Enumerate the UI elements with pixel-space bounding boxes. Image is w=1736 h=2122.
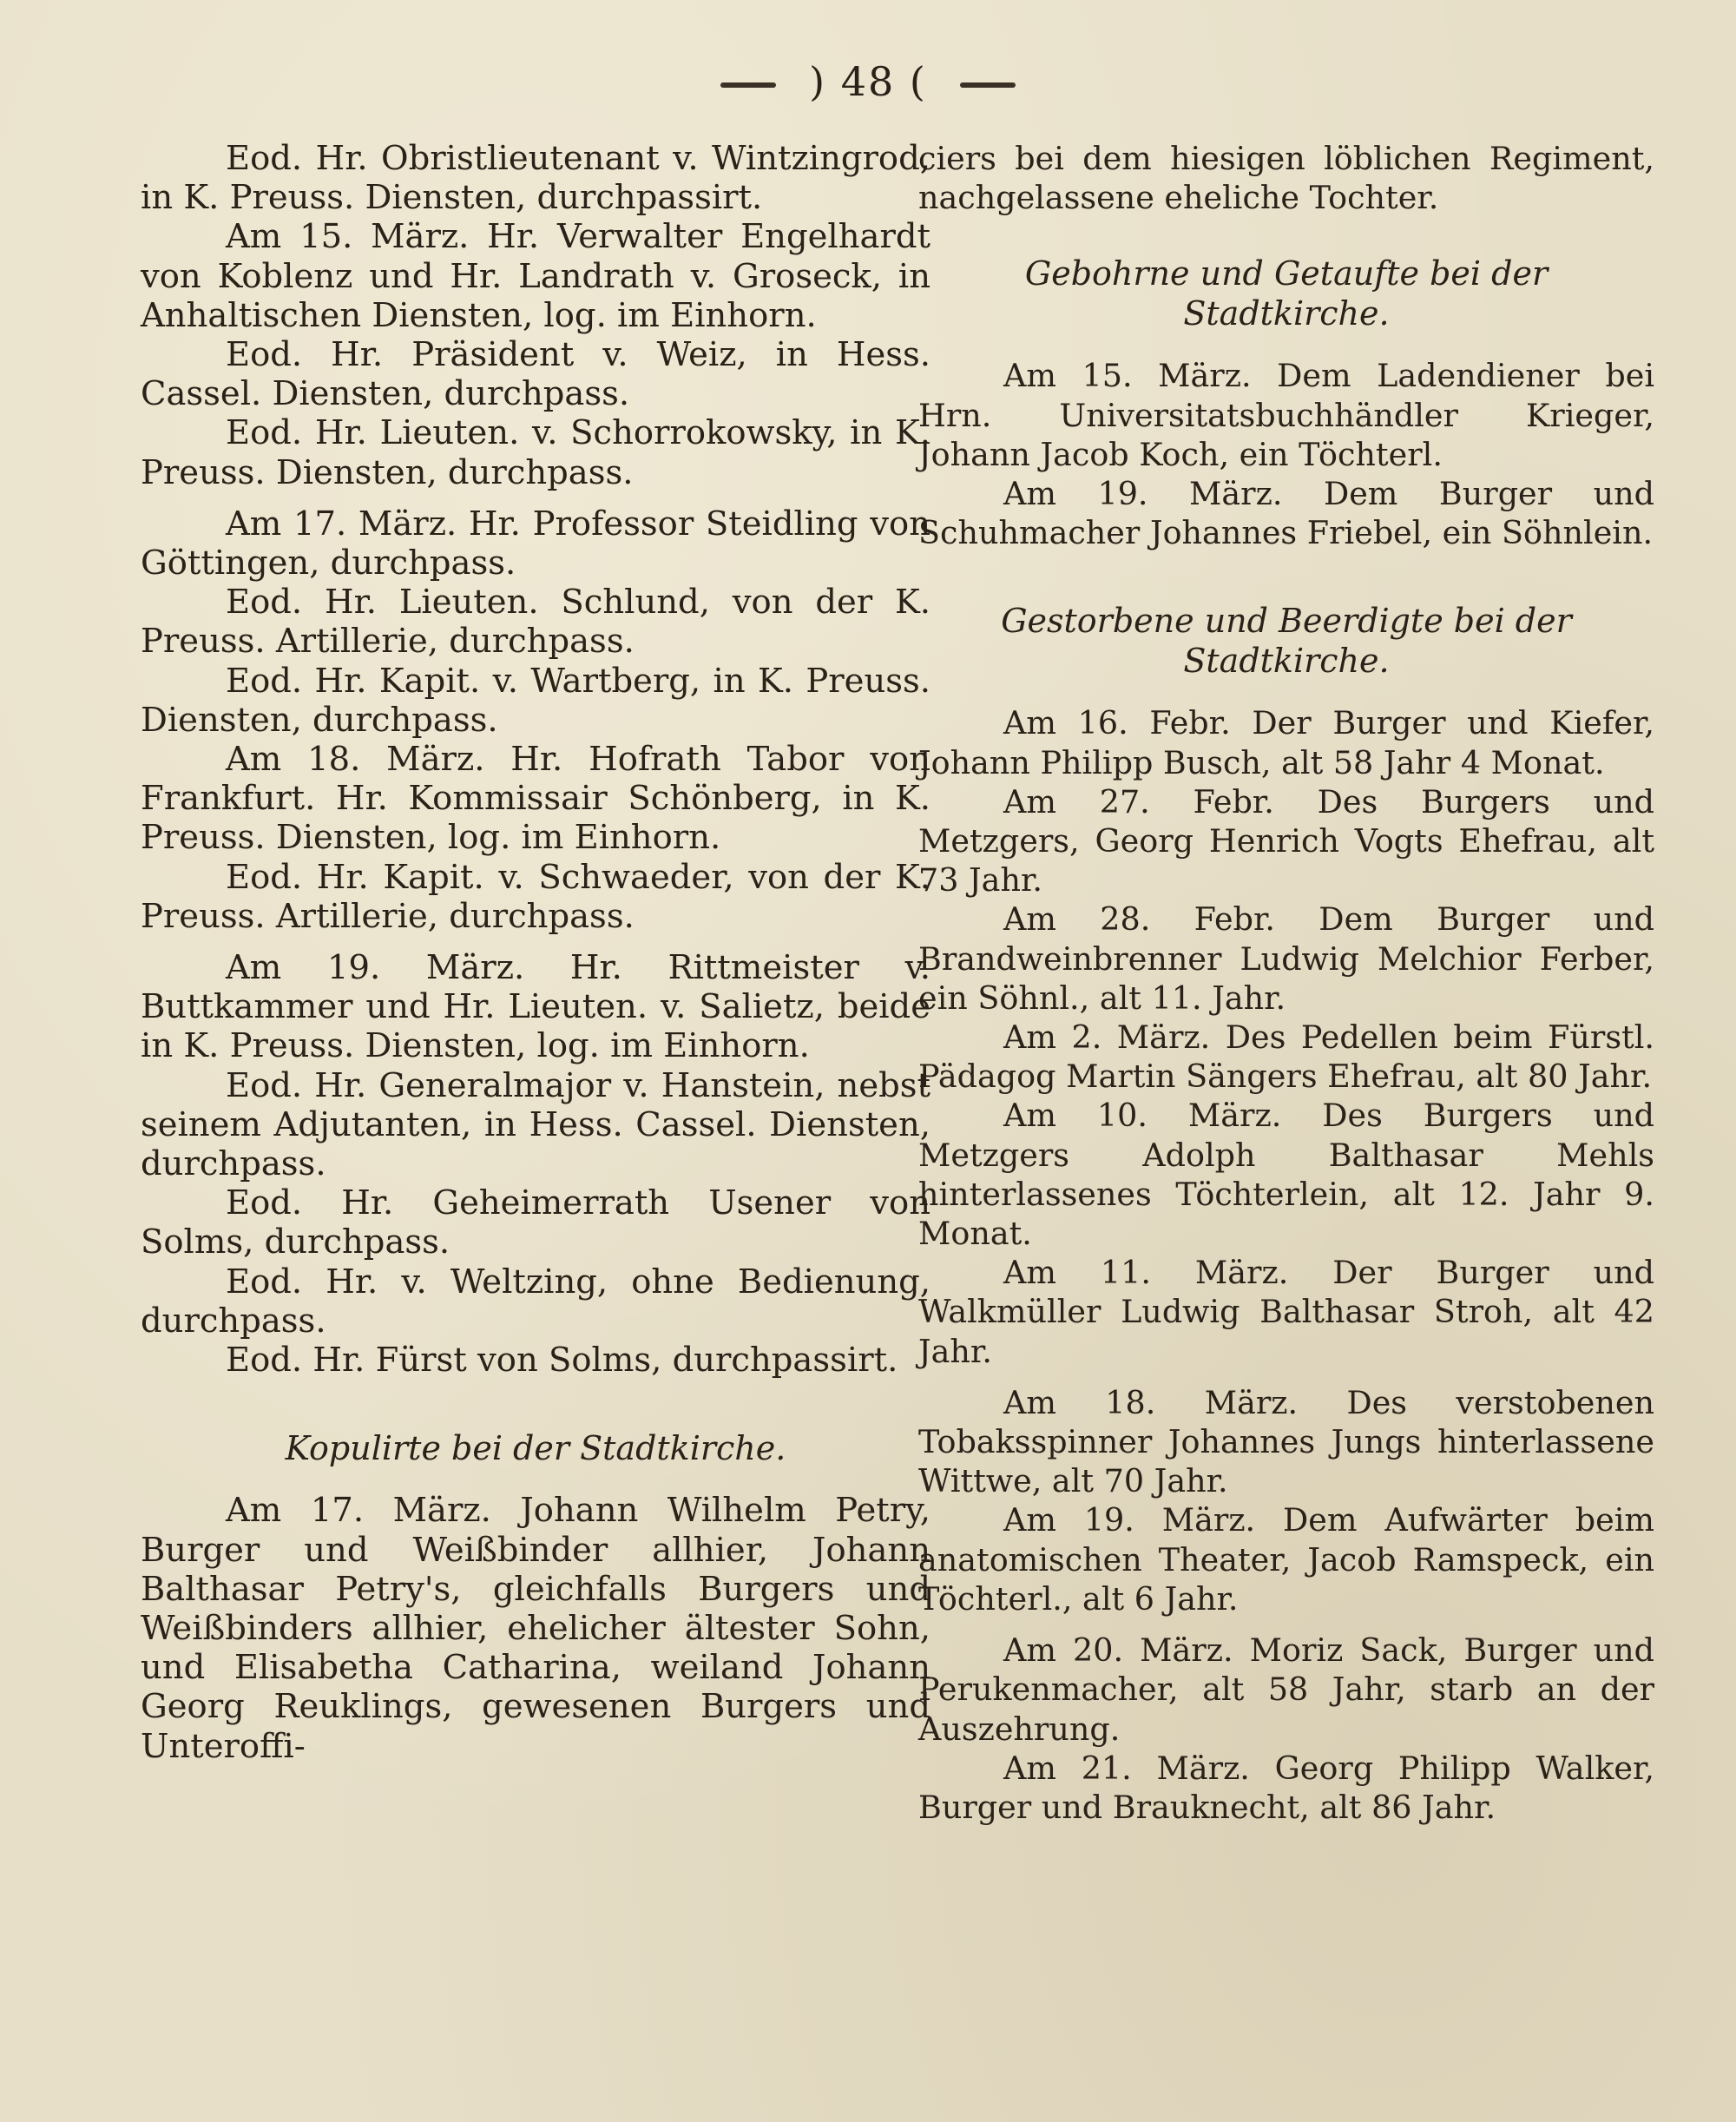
- death-entry: Am 27. Febr. Des Burgers und Metzgers, Georg Henrich Vogts Ehefrau, alt 73 Jahr.: [918, 782, 1654, 900]
- arrival-entry: Am 19. März. Hr. Rittmeister v. Buttkammer und Hr. Lieuten. v. Salietz, beide in K. Preuss. Diensten, log. im Einhorn.: [141, 948, 930, 1066]
- arrival-entry: Eod. Hr. Generalmajor v. Hanstein, nebst seinem Adjutanten, in Hess. Cassel. Diensten, durchpass.: [141, 1065, 930, 1184]
- arrival-entry: Am 18. März. Hr. Hofrath Tabor von Frankfurt. Hr. Kommissair Schönberg, in K. Preuss. Diensten, log. im Einhorn.: [141, 740, 930, 858]
- page-header: [0, 56, 1736, 108]
- death-entry: Am 10. März. Des Burgers und Metzgers Adolph Balthasar Mehls hinterlassenes Töchterlein, alt 12. Jahr 9. Monat.: [918, 1097, 1654, 1253]
- death-entry: Am 11. März. Der Burger und Walkmüller Ludwig Balthasar Stroh, alt 42 Jahr.: [918, 1254, 1654, 1370]
- arrival-entry: Am 17. März. Hr. Professor Steidling von Göttingen, durchpass.: [141, 504, 930, 583]
- header-rule-right: [960, 82, 1016, 88]
- marriage-entry-continuation: ciers bei dem hiesigen löblichen Regiment, nachgelassene eheliche Tochter.: [918, 140, 1654, 217]
- death-entry: Am 20. März. Moriz Sack, Burger und Perukenmacher, alt 58 Jahr, starb an der Auszehrung.: [918, 1631, 1654, 1748]
- arrival-entry: Eod. Hr. Geheimerrath Usener von Solms, durchpass.: [141, 1183, 930, 1262]
- section-heading-marriages: Kopulirte bei der Stadtkirche.: [285, 1429, 786, 1468]
- right-column: [918, 139, 1654, 2084]
- arrival-entry: Eod. Hr. Präsident v. Weiz, in Hess. Cassel. Diensten, durchpass.: [141, 335, 930, 414]
- arrival-entry: Eod. Hr. Lieuten. Schlund, von der K. Preuss. Artillerie, durchpass.: [141, 583, 930, 662]
- marriage-entry: Am 17. März. Johann Wilhelm Petry, Burger und Weißbinder allhier, Johann Balthasar Petry's, gleichfalls Burgers und Weißbinders allhier, ehelicher ältester Sohn, und Elisabetha Catharina, weiland Johann Georg Reuklings, gewesenen Burgers und Unteroffi-: [141, 1491, 930, 1766]
- death-entry: Am 21. März. Georg Philipp Walker, Burger und Brauknecht, alt 86 Jahr.: [918, 1749, 1654, 1826]
- birth-entry: Am 15. März. Dem Ladendiener bei Hrn. Universitatsbuchhändler Krieger, Johann Jacob Koch, ein Töchterl.: [918, 357, 1654, 473]
- arrival-entry: Eod. Hr. Fürst von Solms, durchpassirt.: [226, 1341, 898, 1381]
- birth-entry: Am 19. März. Dem Burger und Schuhmacher Johannes Friebel, ein Söhnlein.: [918, 475, 1654, 552]
- arrival-entry: Eod. Hr. Kapit. v. Wartberg, in K. Preuss. Diensten, durchpass.: [141, 661, 930, 740]
- death-entry: Am 2. März. Des Pedellen beim Fürstl. Pädagog Martin Sängers Ehefrau, alt 80 Jahr.: [918, 1018, 1654, 1096]
- death-entry: Am 18. März. Des verstobenen Tobaksspinner Johannes Jungs hinterlassene Wittwe, alt 70 Jahr.: [918, 1383, 1654, 1500]
- arrival-entry: Am 15. März. Hr. Verwalter Engelhardt von Koblenz und Hr. Landrath v. Groseck, in Anhaltischen Diensten, log. im Einhorn.: [141, 217, 930, 335]
- page-number: ) 48 (: [809, 58, 927, 105]
- death-entry: Am 28. Febr. Dem Burger und Brandweinbrenner Ludwig Melchior Ferber, ein Söhnl., alt 11. Jahr.: [918, 900, 1654, 1017]
- section-heading-births: Gebohrne und Getaufte bei der Stadtkirche.: [1024, 254, 1549, 333]
- arrival-entry: Eod. Hr. v. Weltzing, ohne Bedienung, durchpass.: [141, 1262, 930, 1341]
- left-column: [141, 139, 930, 2084]
- arrival-entry: Eod. Hr. Lieuten. v. Schorrokowsky, in K. Preuss. Diensten, durchpass.: [141, 413, 930, 492]
- death-entry: Am 16. Febr. Der Burger und Kiefer, Johann Philipp Busch, alt 58 Jahr 4 Monat.: [918, 704, 1654, 781]
- section-heading-deaths: Gestorbene und Beerdigte bei der Stadtkirche.: [1001, 602, 1572, 681]
- header-rule-left: [720, 82, 776, 88]
- death-entry: Am 19. März. Dem Aufwärter beim anatomischen Theater, Jacob Ramspeck, ein Töchterl., alt 6 Jahr.: [918, 1501, 1654, 1618]
- arrival-entry: Eod. Hr. Obristlieutenant v. Wintzingrod, in K. Preuss. Diensten, durchpassirt.: [141, 139, 930, 218]
- arrival-entry: Eod. Hr. Kapit. v. Schwaeder, von der K. Preuss. Artillerie, durchpass.: [141, 857, 930, 936]
